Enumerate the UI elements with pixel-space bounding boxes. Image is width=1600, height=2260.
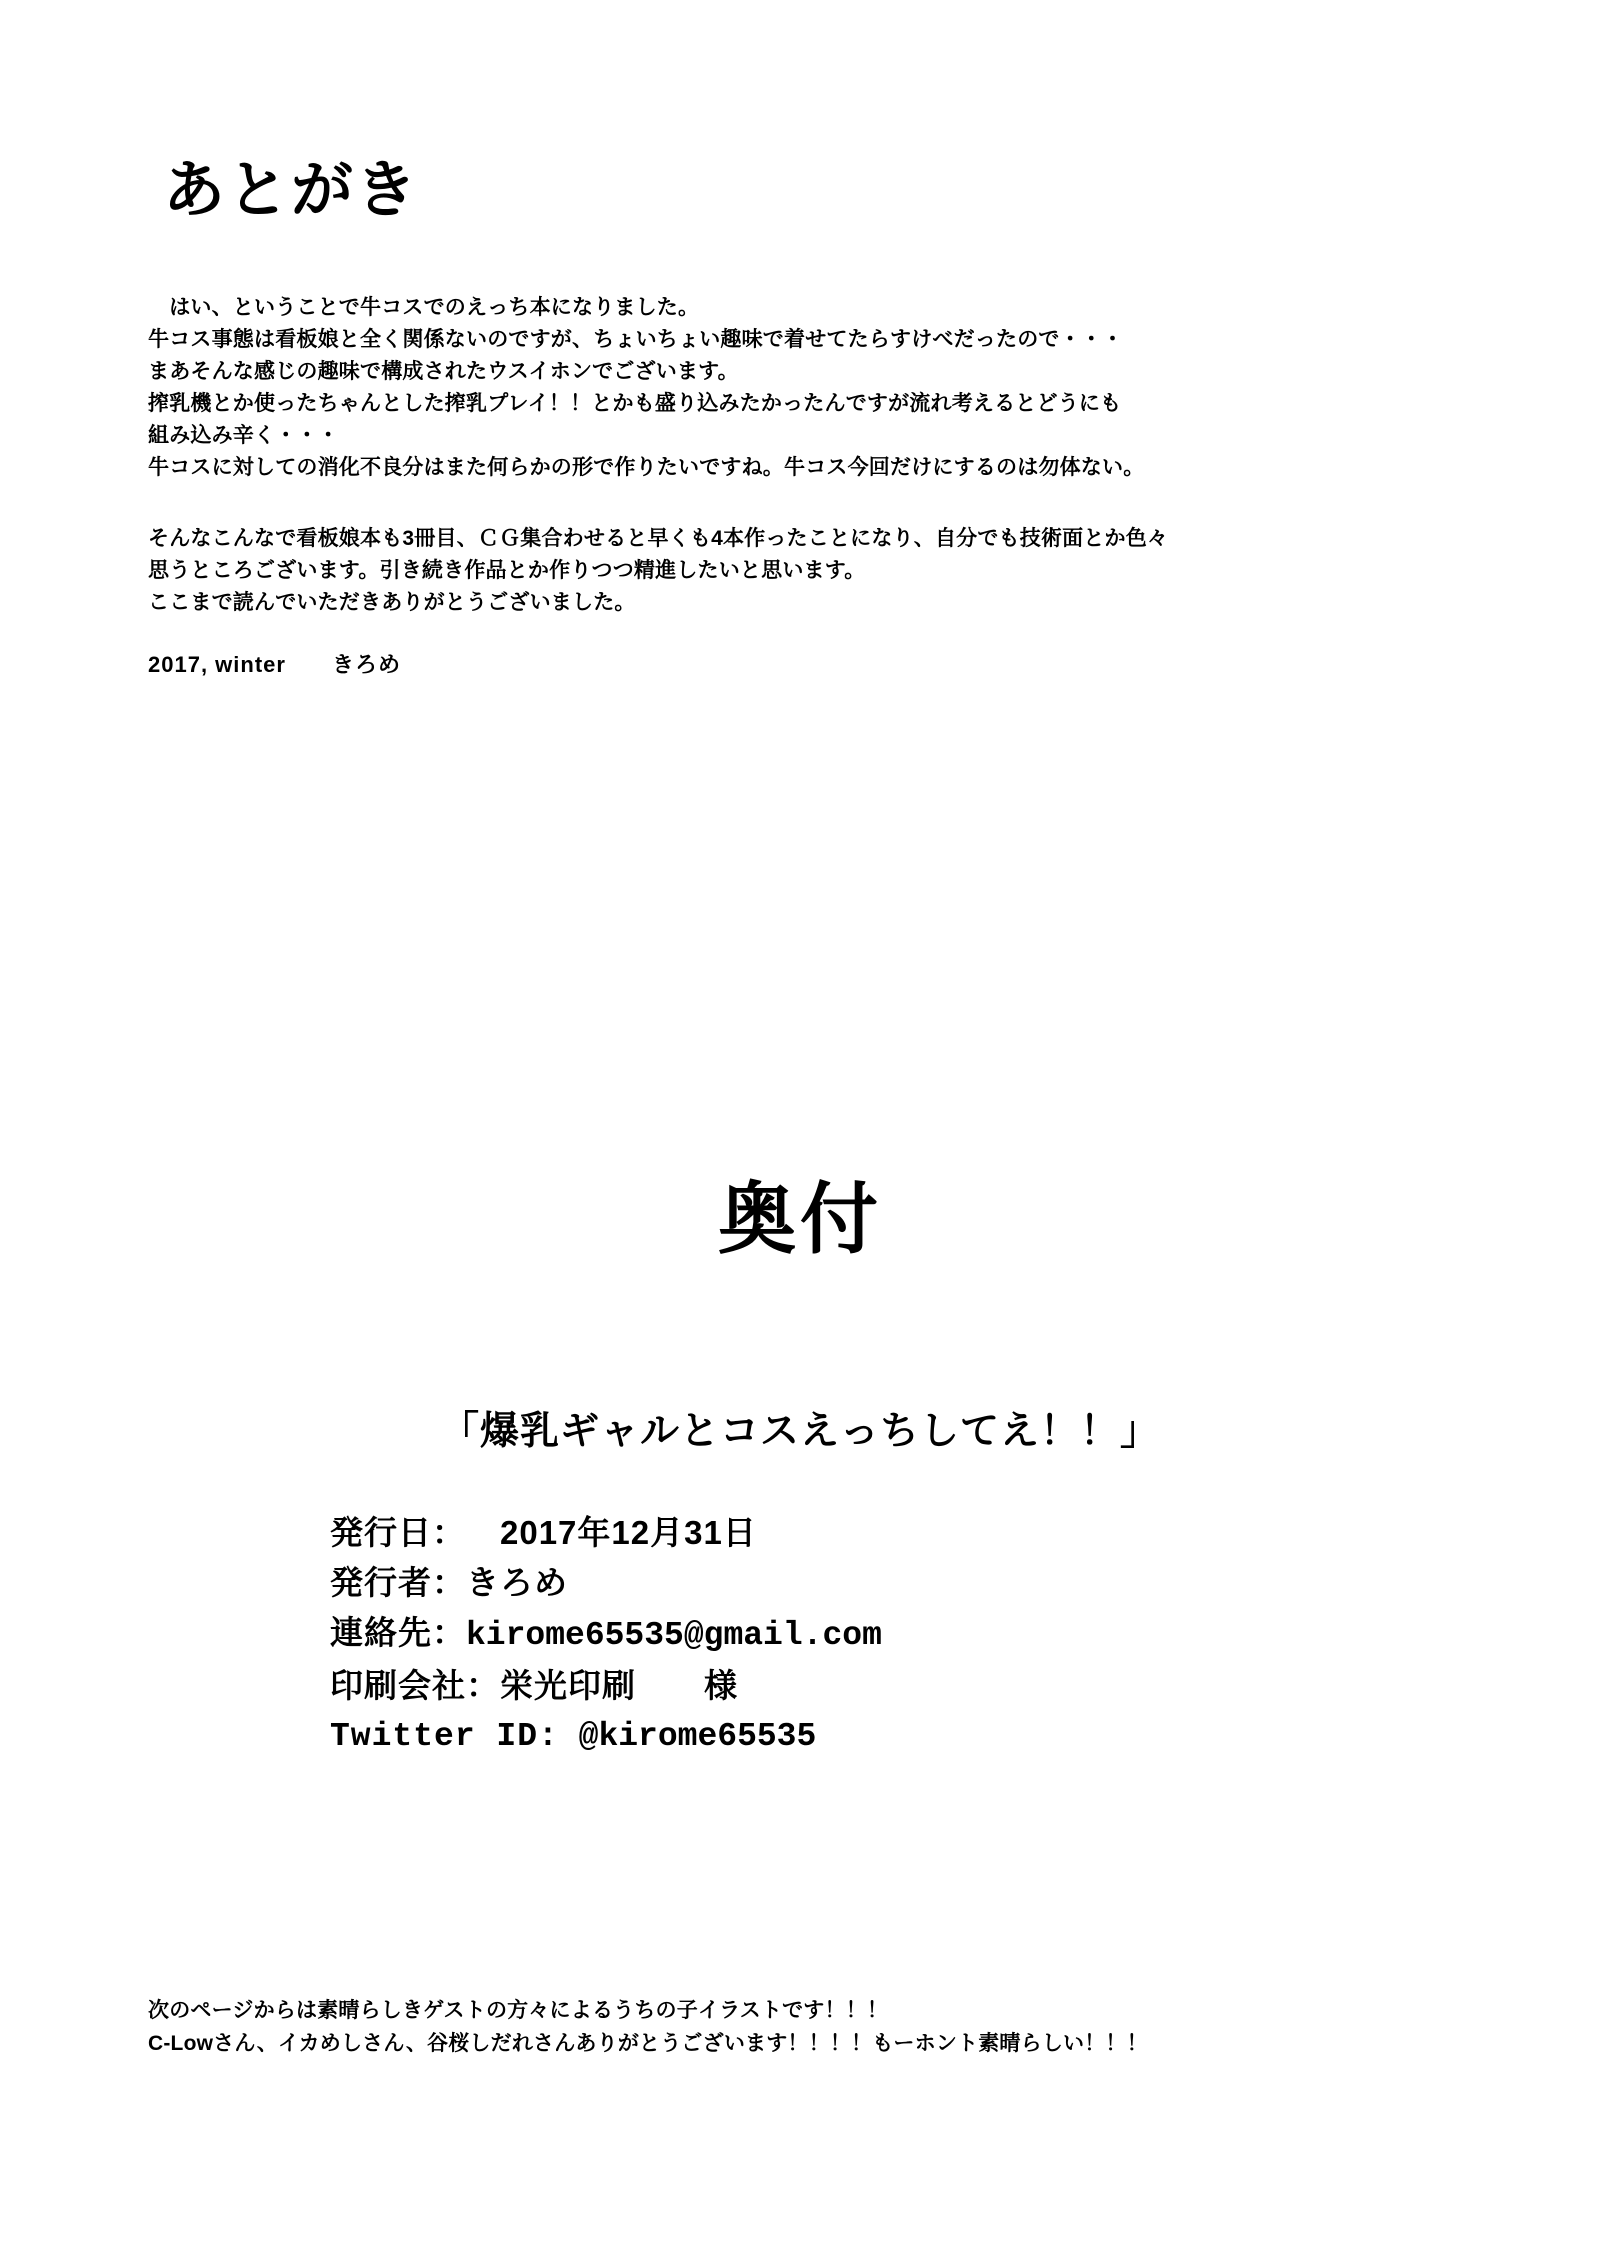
imprint-value: 栄光印刷 様 [500, 1667, 738, 1705]
footer-line: 次のページからは素晴らしきゲストの方々によるうちの子イラストです！！！ [148, 1999, 889, 2022]
footer-line: C-Lowさん、イカめしさん、谷桜しだれさんありがとうございます！！！！もーホント素晴らしい！！！ [148, 2031, 1148, 2055]
afterword-line: 牛コスに対しての消化不良分はまた何らかの形で作りたいですね。牛コス今回だけにするのは勿体ない。 [148, 455, 1145, 479]
imprint-value-twitter: @kirome65535 [558, 1717, 817, 1755]
imprint-row-printer [330, 1661, 882, 1711]
imprint-label: 印刷会社： [330, 1667, 500, 1705]
paragraph-spacer [148, 483, 1448, 523]
imprint-label: Twitter ID: [330, 1717, 559, 1755]
imprint-value-email: kirome65535@gmail.com [466, 1617, 882, 1655]
imprint-row-contact [330, 1608, 882, 1661]
afterword-line: そんなこんなで看板娘本も3冊目、ＣＧ集合わせると早くも4本作ったことになり、自分でも技術面とか色々 [148, 527, 1169, 551]
afterword-line: はい、ということで牛コスでのえっち本になりました。 [148, 296, 700, 319]
afterword-heading: あとがき [163, 156, 420, 225]
afterword-line: 思うところございます。引き続き作品とか作りつつ精進したいと思います。 [148, 559, 866, 583]
afterword-body [148, 292, 1448, 619]
afterword-line: まあそんな感じの趣味で構成されたウスイホンでございます。 [148, 359, 739, 383]
colophon-heading: 奥付 [717, 1175, 882, 1263]
footer-note [148, 1995, 1498, 2060]
imprint-label: 発行日： [330, 1514, 466, 1551]
imprint-row-publish-date [330, 1508, 882, 1558]
afterword-line: ここまで読んでいただきありがとうございました。 [148, 591, 636, 615]
afterword-line: 組み込み辛く・・・ [148, 423, 339, 447]
work-title: 「爆乳ギャルとコスえっちしてえ！！」 [439, 1410, 1160, 1453]
imprint-label: 発行者： [330, 1564, 466, 1602]
afterword-line: 搾乳機とか使ったちゃんとした搾乳プレイ！！とかも盛り込みたかったんですが流れ考えるとどうにも [148, 391, 1122, 415]
imprint-block [330, 1508, 882, 1762]
imprint-value: 2017年12月31日 [466, 1514, 757, 1551]
afterword-line: 牛コス事態は看板娘と全く関係ないのですが、ちょいちょい趣味で着せてたらすけべだったので・・・ [148, 327, 1124, 351]
imprint-value: きろめ [466, 1564, 568, 1602]
imprint-label: 連絡先： [330, 1614, 466, 1652]
imprint-row-twitter [330, 1712, 882, 1762]
author-signature: 2017, winter きろめ [148, 652, 401, 677]
imprint-row-publisher [330, 1558, 882, 1608]
